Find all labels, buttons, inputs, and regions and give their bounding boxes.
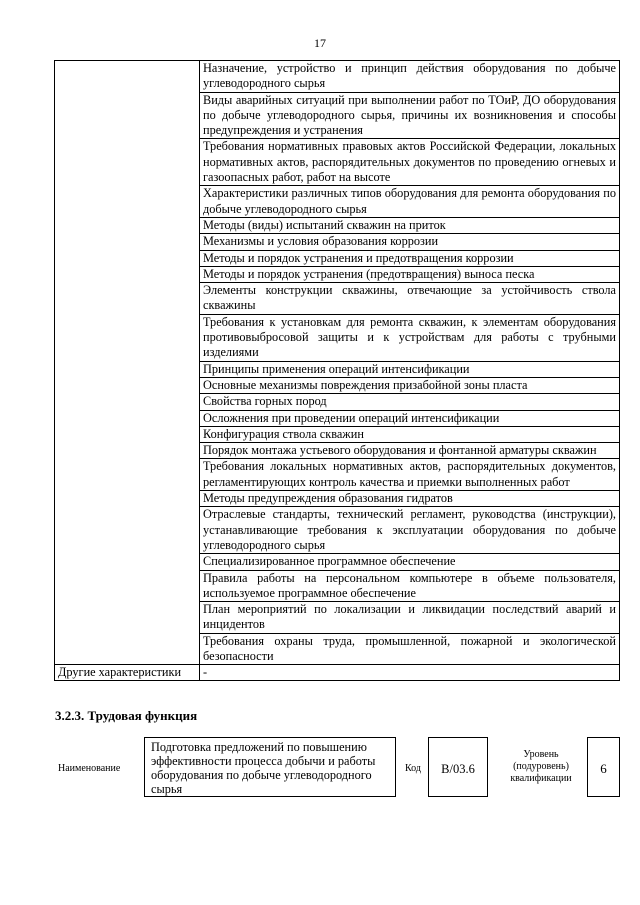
knowledge-item: Методы и порядок устранения и предотвращения коррозии [200, 250, 620, 266]
knowledge-item: Свойства горных пород [200, 394, 620, 410]
knowledge-row [55, 61, 620, 93]
knowledge-item: Методы (виды) испытаний скважин на приток [200, 217, 620, 233]
knowledge-item: Характеристики различных типов оборудования для ремонта оборудования по добыче углеводородного сырья [200, 186, 620, 218]
knowledge-item: Осложнения при проведении операций интенсификации [200, 410, 620, 426]
knowledge-item: Назначение, устройство и принцип действия оборудования по добыче углеводородного сырья [200, 61, 620, 93]
code-label: Код [405, 763, 421, 774]
labor-function-code: B/03.6 [428, 737, 488, 797]
knowledge-requirements-table [54, 60, 620, 681]
knowledge-requirements-body [55, 61, 620, 681]
name-label: Наименование [58, 763, 121, 774]
other-characteristics-value: - [200, 665, 620, 681]
other-characteristics-label: Другие характеристики [55, 665, 200, 681]
required-knowledge-label-cell [55, 61, 200, 665]
knowledge-item: Правила работы на персональном компьютере в объеме пользователя, используемое программное обеспечение [200, 570, 620, 602]
qualification-level: 6 [587, 737, 620, 797]
knowledge-item: План мероприятий по локализации и ликвидации последствий аварий и инцидентов [200, 602, 620, 634]
other-characteristics-row [55, 665, 620, 681]
knowledge-item: Элементы конструкции скважины, отвечающие за устойчивость ствола скважины [200, 283, 620, 315]
knowledge-item: Порядок монтажа устьевого оборудования и фонтанной арматуры скважин [200, 443, 620, 459]
knowledge-item: Методы и порядок устранения (предотвращения) выноса песка [200, 266, 620, 282]
knowledge-item: Требования к установкам для ремонта скважин, к элементам оборудования противовыбросовой защиты и к устройствам для работы с трубными изделиями [200, 314, 620, 361]
knowledge-item: Требования нормативных правовых актов Российской Федерации, локальных нормативных актов, распорядительных документов по проведению огневых и газоопасных работ, работ на высоте [200, 139, 620, 186]
section-heading: 3.2.3. Трудовая функция [55, 708, 198, 723]
knowledge-item: Принципы применения операций интенсификации [200, 361, 620, 377]
knowledge-item: Виды аварийных ситуаций при выполнении работ по ТОиР, ДО оборудования по добыче углеводородного сырья, причины их возникновения и способы предупреждения и устранения [200, 92, 620, 139]
knowledge-item: Требования локальных нормативных актов, распорядительных документов, регламентирующих контроль качества и приемки выполненных работ [200, 459, 620, 491]
page-number: 17 [314, 36, 326, 50]
knowledge-item: Конфигурация ствола скважин [200, 426, 620, 442]
knowledge-item: Механизмы и условия образования коррозии [200, 234, 620, 250]
knowledge-item: Основные механизмы повреждения призабойной зоны пласта [200, 377, 620, 393]
knowledge-item: Отраслевые стандарты, технический регламент, руководства (инструкции), устанавливающие требования к эксплуатации оборудования по добыче углеводородного сырья [200, 507, 620, 554]
qualification-level-label: Уровень (подуровень) квалификации [510, 749, 572, 784]
knowledge-item: Требования охраны труда, промышленной, пожарной и экологической безопасности [200, 633, 620, 665]
labor-function-name: Подготовка предложений по повышению эффективности процесса добычи и работы оборудования по добыче углеводородного сырья [144, 737, 396, 797]
knowledge-item: Специализированное программное обеспечение [200, 554, 620, 570]
knowledge-item: Методы предупреждения образования гидратов [200, 491, 620, 507]
